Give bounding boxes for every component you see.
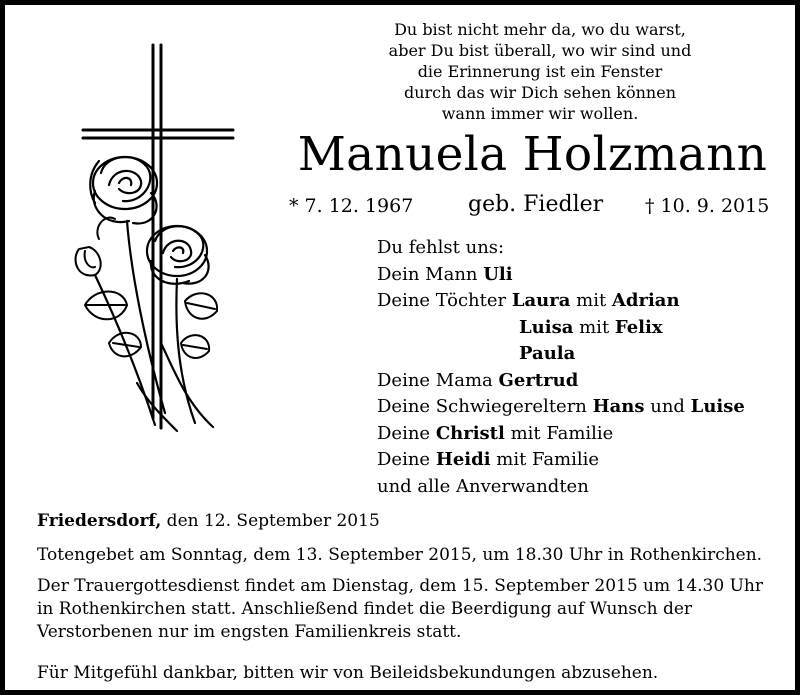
mourner-line [377, 315, 745, 342]
service-info: Der Trauergottesdienst findet am Dienstag, dem 15. September 2015 um 14.30 Uhr in Rothenkirchen statt. Anschließend findet die Beerdigung auf Wunsch der Verstorbenen nur im engsten Familienkreis statt. [37, 576, 763, 642]
mourner-suffix: mit Familie [490, 449, 600, 470]
mourner-name: Laura [511, 290, 571, 311]
poem-line: aber Du bist überall, wo wir sind und [388, 41, 692, 60]
place-name: Friedersdorf, [37, 511, 162, 531]
mourner-name: Hans [592, 396, 645, 417]
birth-date: * 7. 12. 1967 [289, 195, 414, 217]
prayer-info: Totengebet am Sonntag, dem 13. September 2015, um 18.30 Uhr in Rothenkirchen. [37, 545, 763, 565]
mourner-relation: Dein Mann [377, 263, 484, 285]
mourner-line [377, 262, 745, 289]
mourner-partner-name: Adrian [611, 290, 680, 311]
death-date: † 10. 9. 2015 [645, 195, 770, 217]
mourner-name: Uli [483, 263, 513, 285]
deceased-name: Manuela Holzmann [297, 127, 768, 182]
mourner-line [377, 341, 745, 368]
thanks-note: Für Mitgefühl dankbar, bitten wir von Beileidsbekundungen abzusehen. [37, 663, 659, 683]
mourner-line [377, 421, 745, 448]
mourner-suffix: mit Familie [504, 422, 614, 444]
mourner-relation: Deine [377, 422, 436, 444]
mourner-relation: Deine Schwiegereltern [377, 396, 593, 417]
notice-date: den 12. September 2015 [161, 511, 380, 531]
mourners-closing: und alle Anverwandten [377, 475, 589, 497]
mourner-line [377, 447, 745, 474]
mourner-connector: mit [573, 316, 615, 338]
maiden-name: geb. Fiedler [468, 192, 604, 217]
mourner-relation: Deine Töchter [377, 290, 512, 311]
mourner-name: Paula [519, 343, 576, 364]
mourners-intro: Du fehlst uns: [377, 237, 505, 258]
mourner-line [377, 394, 745, 421]
memorial-poem [360, 19, 720, 124]
mourner-line [377, 288, 745, 315]
poem-line: durch das wir Dich sehen können [403, 83, 677, 102]
mourner-connector: und [644, 396, 691, 417]
mourner-line [377, 368, 745, 395]
place-and-date [37, 510, 772, 533]
cross-with-roses-icon [65, 43, 235, 443]
mourners-list [377, 235, 745, 500]
poem-line: wann immer wir wollen. [441, 104, 639, 123]
mourner-name: Gertrud [498, 369, 579, 391]
mourner-partner-name: Luise [690, 396, 745, 417]
mourner-name: Heidi [435, 449, 491, 470]
mourner-relation: Deine [377, 449, 436, 470]
mourner-connector: mit [570, 290, 612, 311]
mourner-name: Luisa [519, 316, 574, 338]
mourner-name: Christl [435, 422, 505, 444]
poem-line: Du bist nicht mehr da, wo du warst, [394, 20, 686, 39]
poem-line: die Erinnerung ist ein Fenster [417, 62, 663, 81]
mourner-partner-name: Felix [614, 316, 663, 338]
mourner-relation: Deine Mama [377, 369, 499, 391]
